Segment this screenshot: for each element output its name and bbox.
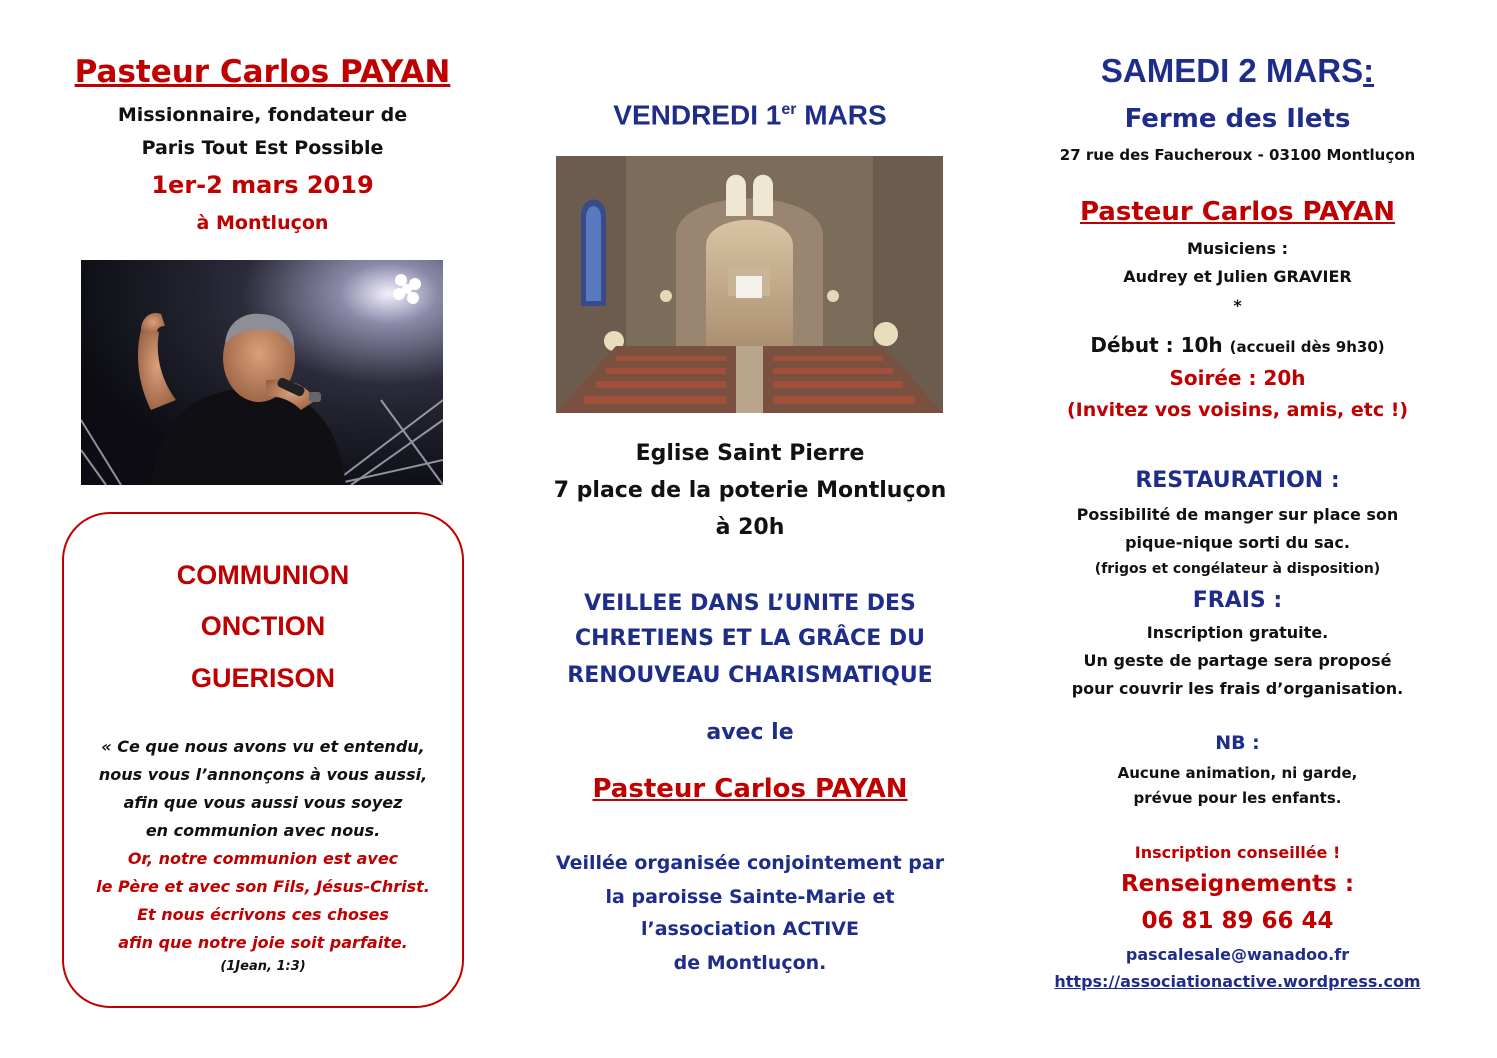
left-speaker-title: Pasteur Carlos PAYAN [74,54,451,90]
left-dates: 1er-2 mars 2019 [151,171,374,199]
restauration-line1: Possibilité de manger sur place son [1076,505,1399,524]
theme-line1: VEILLEE DANS L’UNITE DES [584,591,916,616]
left-place: à Montluçon [196,212,329,234]
start-time [1015,331,1460,361]
nb-line2: prévue pour les enfants. [1133,789,1342,807]
frais-line2: Un geste de partage sera proposé [1083,651,1392,670]
venue-line2: 7 place de la poterie Montluçon [553,478,947,503]
left-subtitle-line2: Paris Tout Est Possible [141,137,384,159]
frais-line1: Inscription gratuite. [1146,623,1329,642]
saturday-date [1015,50,1460,92]
start-label: Début : 10h [1090,333,1223,357]
right-speaker-title: Pasteur Carlos PAYAN [1079,197,1396,227]
communion-box [62,512,464,1008]
speaker-photo [81,260,443,485]
saturday-day: SAMEDI 2 MARS [1100,52,1364,89]
evening-time: Soirée : 20h [1169,366,1306,390]
friday-month: MARS [796,99,887,131]
verse-line: Or, notre communion est avec [127,849,399,868]
theme-line2: CHRETIENS ET LA GRÂCE DU [574,626,926,651]
verse-line: le Père et avec son Fils, Jésus-Christ. [96,877,430,896]
restauration-line3: (frigos et congélateur à disposition) [1094,561,1381,577]
website-link[interactable]: https://associationactive.wordpress.com [1054,972,1421,991]
left-subtitle-line1: Missionnaire, fondateur de [117,104,408,126]
verse-part2 [64,845,462,957]
verse-line: en communion avec nous. [145,821,381,840]
venue-line1: Eglise Saint Pierre [635,441,865,466]
verse-line: « Ce que nous avons vu et entendu, [101,737,425,756]
verse-line: afin que vous aussi vous soyez [123,793,403,812]
invite-note: (Invitez vos voisins, amis, etc !) [1066,399,1409,421]
with-label: avec le [706,720,794,745]
verse-part1 [64,733,462,845]
communion-heading: COMMUNION [176,560,350,590]
org-line3: l’association ACTIVE [641,918,859,940]
saturday-address: 27 rue des Faucheroux - 03100 Montluçon [1059,146,1416,164]
musicians-label: Musiciens : [1186,239,1289,258]
frais-title: FRAIS : [1192,588,1283,613]
church-photo [556,156,943,413]
friday-date [515,92,985,133]
venue-time: à 20h [715,515,785,540]
saturday-colon: : [1363,52,1375,89]
nb-line1: Aucune animation, ni garde, [1117,764,1358,782]
restauration-title: RESTAURATION : [1135,468,1340,493]
verse-line: nous vous l’annonçons à vous aussi, [98,765,428,784]
middle-speaker-title: Pasteur Carlos PAYAN [592,774,908,804]
verse-line: afin que notre joie soit parfaite. [118,933,408,952]
org-line2: la paroisse Sainte-Marie et [605,886,895,908]
frais-line3: pour couvrir les frais d’organisation. [1071,679,1404,698]
separator: * [1233,296,1242,315]
org-line4: de Montluçon. [673,952,827,974]
info-title: Renseignements : [1120,871,1355,897]
theme-line3: RENOUVEAU CHARISMATIQUE [567,663,933,688]
org-line1: Veillée organisée conjointement par [555,852,945,874]
musicians-names: Audrey et Julien GRAVIER [1123,267,1352,286]
verse-reference: (1Jean, 1:3) [220,959,306,974]
inscription-note: Inscription conseillée ! [1134,843,1341,862]
guerison-heading: GUERISON [190,663,336,693]
saturday-venue: Ferme des Ilets [1124,104,1351,134]
friday-sup: er [781,101,797,118]
phone-number: 06 81 89 66 44 [1141,908,1334,934]
friday-day: VENDREDI 1 [613,99,782,131]
verse-line: Et nous écrivons ces choses [137,905,389,924]
restauration-line2: pique-nique sorti du sac. [1125,533,1350,552]
nb-title: NB : [1215,732,1260,754]
onction-heading: ONCTION [200,611,326,641]
start-note: (accueil dès 9h30) [1229,338,1385,356]
email-link[interactable]: pascalesale@wanadoo.fr [1125,945,1350,964]
